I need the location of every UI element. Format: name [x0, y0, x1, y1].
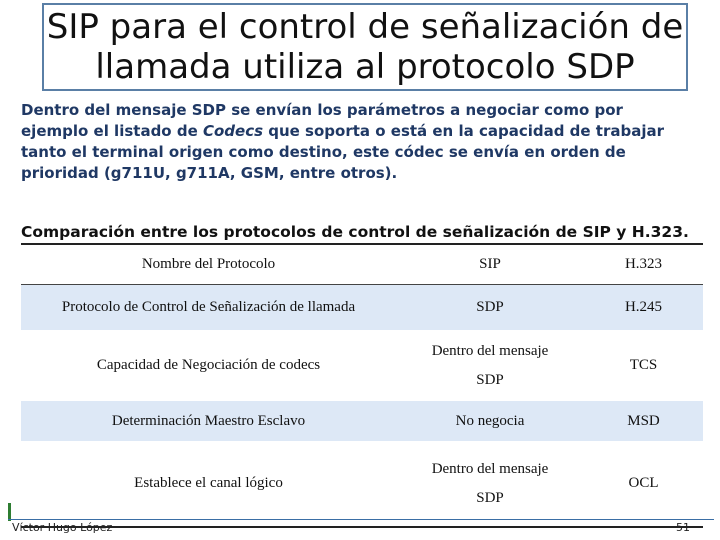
sip-cell-line-1: Dentro del mensaje	[431, 342, 549, 359]
intro-paragraph-part-1: Dentro del mensaje SDP se envían los parámetros a negociar como por ejemplo el listado de	[21, 101, 623, 140]
sip-cell: SDP	[476, 298, 504, 315]
table-row	[21, 441, 703, 527]
table-caption: Comparación entre los protocolos de control de señalización de SIP y H.323.	[21, 223, 689, 241]
h323-cell: OCL	[584, 441, 703, 527]
h323-cell: TCS	[629, 357, 658, 373]
sip-cell	[396, 330, 584, 401]
row-label: Protocolo de Control de Señalización de llamada	[61, 298, 356, 315]
comparison-table	[21, 243, 703, 528]
header-protocol-name: Nombre del Protocolo	[21, 244, 396, 284]
sip-cell-line-2: SDP	[476, 489, 504, 506]
footer-author: Víctor Hugo López	[12, 521, 113, 534]
table-header-row	[21, 244, 703, 284]
slide-title-box	[42, 3, 688, 91]
header-h323: H.323	[584, 244, 703, 284]
header-sip: SIP	[396, 244, 584, 284]
row-label: Capacidad de Negociación de codecs	[96, 357, 321, 373]
sip-cell	[396, 441, 584, 527]
table-row	[21, 330, 703, 401]
page-number: 51	[676, 521, 690, 534]
sip-cell-line-1: Dentro del mensaje	[431, 460, 549, 477]
table-row	[21, 401, 703, 441]
row-label: Determinación Maestro Esclavo	[111, 412, 306, 429]
slide-title: SIP para el control de señalización de llamada utiliza al protocolo SDP	[46, 7, 684, 87]
table-row	[21, 284, 703, 330]
footer-divider	[8, 519, 714, 520]
intro-paragraph-part-2: que soporta o está en la capacidad de trabajar tanto el terminal origen como destino, este códec se envía en orden de prioridad (g711U, g711A, GSM, entre otros).	[21, 122, 665, 182]
sip-cell: No negocia	[455, 412, 525, 429]
intro-paragraph-emphasis: Codecs	[202, 122, 264, 140]
h323-cell: MSD	[627, 412, 660, 429]
sip-cell-line-2: SDP	[476, 371, 504, 388]
row-label: Establece el canal lógico	[21, 441, 396, 527]
intro-paragraph	[21, 100, 681, 184]
h323-cell: H.245	[624, 298, 663, 315]
